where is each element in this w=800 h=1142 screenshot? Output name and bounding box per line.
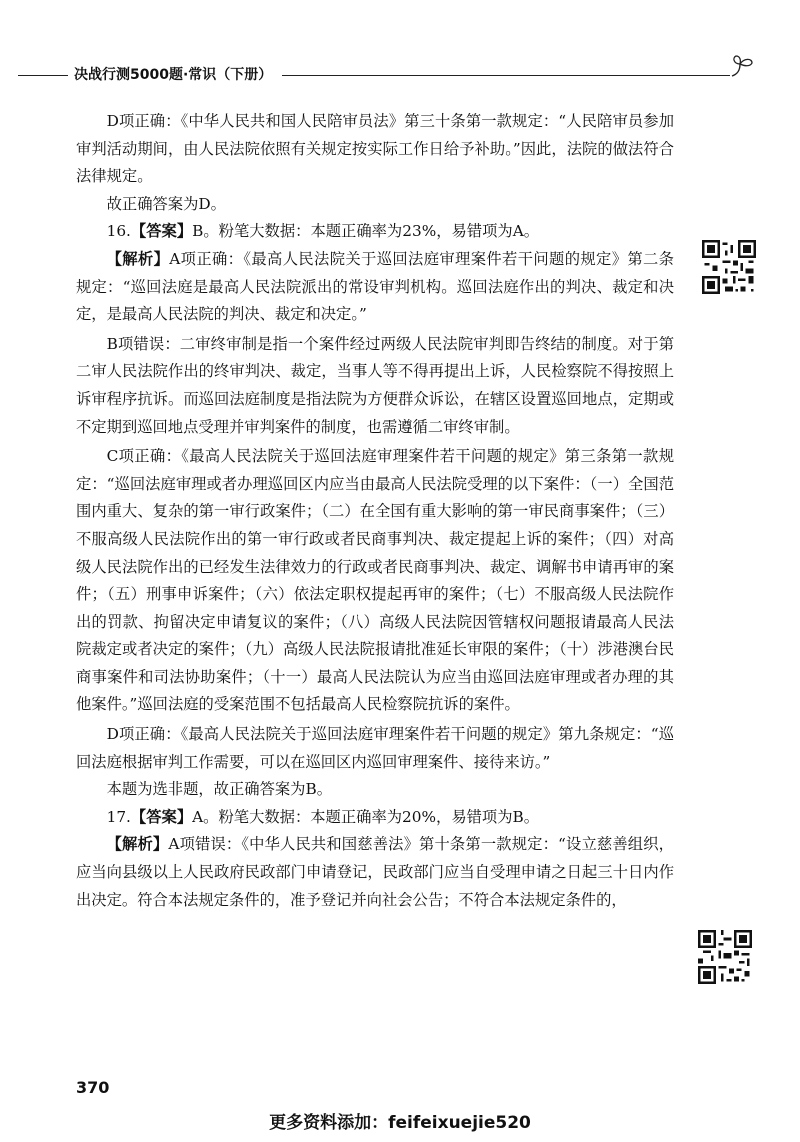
header-title: 决战行测5000题·常识（下册） xyxy=(74,67,273,83)
analysis-text: A项错误：《中华人民共和国慈善法》第十条第一款规定：“设立慈善组织，应当向县级以上人民政府民政部门申请登记，民政部门应当自受理申请之日起三十日内作出决定。符合本法规定条件的，准予登记并向社会公告；不符合本法规定条件的， xyxy=(76,835,674,909)
answer-tag: 【答案】 xyxy=(130,807,193,826)
qr-code-icon[interactable] xyxy=(702,240,756,294)
paragraph: 故正确答案为D。 xyxy=(106,194,226,213)
q17-answer xyxy=(76,804,674,832)
page-number: 370 xyxy=(76,1078,110,1097)
paragraph: D项正确：《中华人民共和国人民陪审员法》第三十条第一款规定：“人民陪审员参加审判活动期间，由人民法院依照有关规定按实际工作日给予补助。”因此，法院的做法符合法律规定。 xyxy=(76,112,674,186)
paragraph: C项正确：《最高人民法院关于巡回法庭审理案件若干问题的规定》第三条第一款规定：“巡回法庭审理或者办理巡回区内应当由最高人民法院受理的以下案件：（一）全国范围内重大、复杂的第一审行政案件；（二）在全国有重大影响的第一审民商事案件；（三）不服高级人民法院作出的第一审行政或者民商事判决、裁定提起上诉的案件；（四）对高级人民法院作出的已经发生法律效力的行政或者民商事判决、裁定、调解书申请再审的案件；（五）刑事申诉案件；（六）依法定职权提起再审的案件；（七）不服高级人民法院作出的罚款、拘留决定申请复议的案件；（八）高级人民法院因管辖权问题报请最高人民法院裁定或者决定的案件；（九）高级人民法院报请批准延长审限的案件；（十）涉港澳台民商事案件和司法协助案件；（十一）最高人民法院认为应当由巡回法庭审理或者办理的其他案件。”巡回法庭的受案范围不包括最高人民检察院抗诉的案件。 xyxy=(76,447,674,714)
q16-answer xyxy=(76,218,674,246)
q16-number: 16. xyxy=(106,222,131,241)
paragraph: B项错误：二审终审制是指一个案件经过两级人民法院审判即告终结的制度。对于第二审人民法院作出的终审判决、裁定，当事人等不得再提出上诉，人民检察院不得按照上诉审程序抗诉。而巡回法庭制度是指法院为方便群众诉讼，在辖区设置巡回地点，定期或不定期到巡回地点受理并审判案件的制度，也需遵循二审终审制。 xyxy=(76,334,674,436)
answer-text: A。粉笔大数据：本题正确率为20%，易错项为B。 xyxy=(192,807,540,826)
paragraph: 本题为选非题，故正确答案为B。 xyxy=(106,780,332,799)
footer-note: 更多资料添加：feifeixuejie520 xyxy=(269,1113,531,1133)
document-body xyxy=(76,108,674,914)
sprout-icon xyxy=(728,52,756,80)
q17-analysis xyxy=(76,831,674,914)
header-rule-right xyxy=(282,75,730,76)
paragraph: D项正确：《最高人民法院关于巡回法庭审理案件若干问题的规定》第九条规定：“巡回法庭根据审判工作需要，可以在巡回区内巡回审理案件、接待来访。” xyxy=(76,725,674,771)
qr-code-icon[interactable] xyxy=(698,930,752,984)
analysis-tag: 【解析】 xyxy=(106,249,170,268)
q17-number: 17. xyxy=(106,807,131,826)
q16-analysis xyxy=(76,246,674,329)
answer-text: B。粉笔大数据：本题正确率为23%，易错项为A。 xyxy=(192,222,540,241)
analysis-text: A项正确：《最高人民法院关于巡回法庭审理案件若干问题的规定》第二条规定：“巡回法庭是最高人民法院派出的常设审判机构。巡回法庭作出的判决、裁定和决定，是最高人民法院的判决、裁定和决定。” xyxy=(76,249,674,324)
answer-tag: 【答案】 xyxy=(130,222,193,241)
analysis-tag: 【解析】 xyxy=(106,835,169,854)
header-rule-left xyxy=(18,75,68,76)
